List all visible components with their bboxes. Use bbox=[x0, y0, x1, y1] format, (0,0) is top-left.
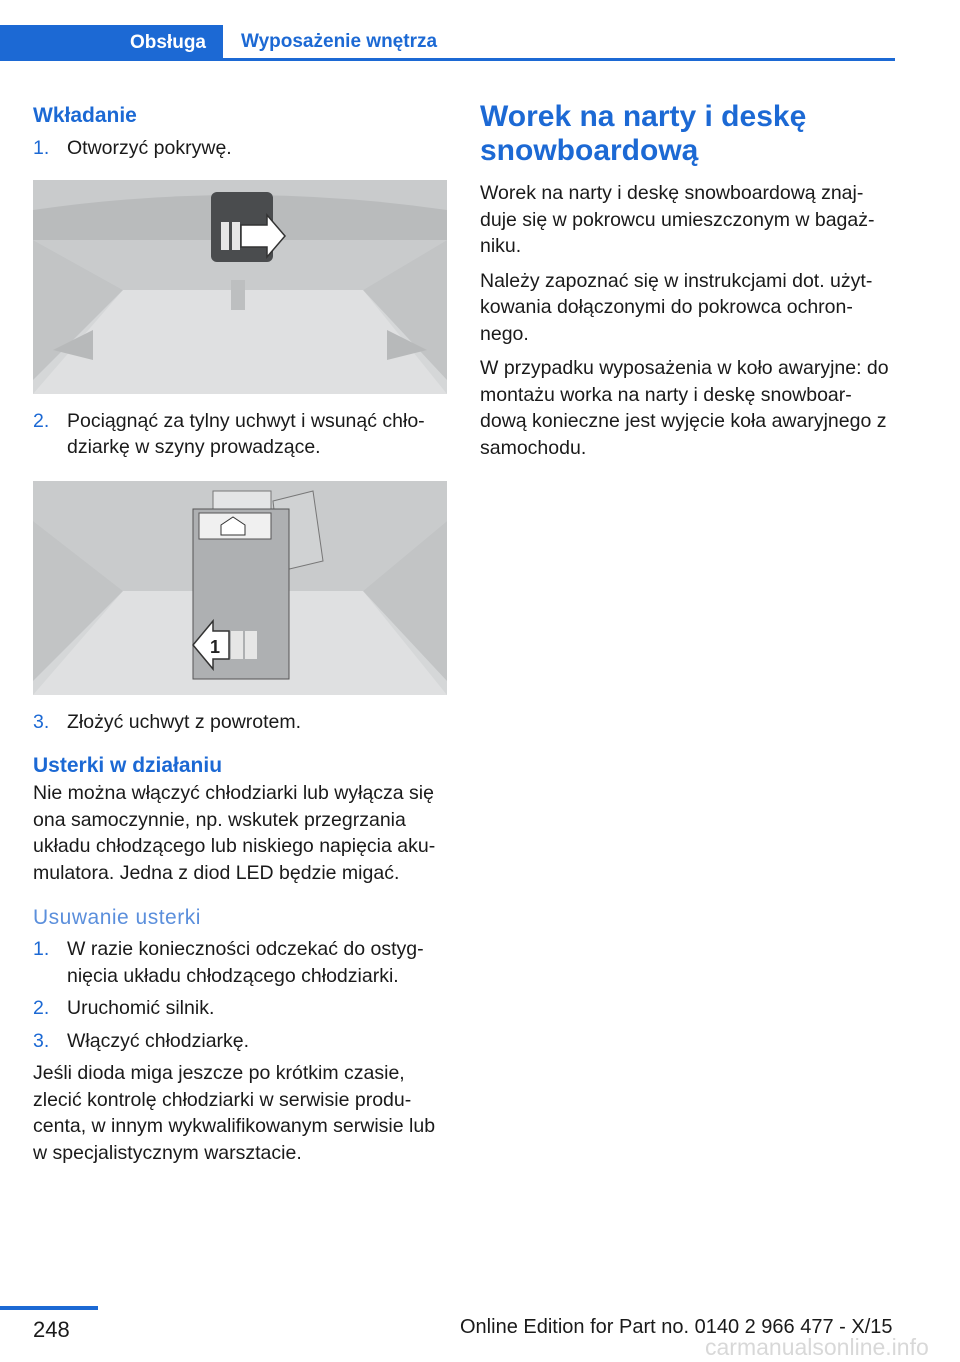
page-number: 248 bbox=[33, 1317, 70, 1342]
list-item bbox=[33, 408, 447, 461]
section-title-usterki: Usterki w działaniu bbox=[33, 754, 223, 777]
figure-label-1: 1 bbox=[210, 636, 221, 657]
step-number: 2. bbox=[33, 997, 50, 1019]
trunk-illustration-2 bbox=[33, 481, 447, 695]
list-item bbox=[33, 995, 447, 1022]
left-column bbox=[33, 100, 447, 1166]
paragraph-worek-2: Należy zapoznać się w instrukcjami dot. użyt‐kowania dołączonymi do pokrowca ochron‐nego. bbox=[480, 269, 873, 345]
right-column bbox=[480, 100, 896, 461]
figure-trunk-open-cover bbox=[33, 180, 447, 394]
footer-accent-line bbox=[0, 1306, 98, 1310]
step-number: 3. bbox=[33, 1029, 50, 1052]
step-text: W razie konieczności odczekać do ostyg‐nięcia układu chłodzącego chłodziarki. bbox=[67, 938, 424, 987]
tab-obsluga[interactable]: Obsługa bbox=[0, 25, 223, 61]
edition-text: Online Edition for Part no. 0140 2 966 477 - X/15 bbox=[460, 1316, 893, 1338]
header-tabs bbox=[0, 25, 895, 61]
step-number: 1. bbox=[33, 137, 50, 159]
list-item bbox=[33, 709, 447, 736]
step-number: 2. bbox=[33, 409, 50, 432]
tab-wyposazenie[interactable]: Wyposażenie wnętrza bbox=[223, 25, 895, 61]
step-text: Pociągnąć za tylny uchwyt i wsunąć chło‐dziarkę w szyny prowadzące. bbox=[67, 409, 425, 458]
step-text: Włączyć chłodziarkę. bbox=[67, 1029, 250, 1052]
step-text: Uruchomić silnik. bbox=[67, 997, 215, 1019]
watermark: carmanualsonline.info bbox=[705, 1334, 929, 1360]
section-title-usuwanie: Usuwanie usterki bbox=[33, 906, 201, 929]
paragraph-usuwanie: Jeśli dioda miga jeszcze po krótkim czasie, zlecić kontrolę chłodziarki w serwisie produ‐centa, w innym wykwalifikowanym serwisie lub w specjalistycznym warsztacie. bbox=[33, 1062, 436, 1164]
step-number: 3. bbox=[33, 710, 50, 733]
step-text: Otworzyć pokrywę. bbox=[67, 137, 232, 159]
section-title-worek: Worek na narty i deskę snowboardową bbox=[480, 100, 807, 167]
list-item bbox=[33, 1028, 447, 1055]
list-item bbox=[33, 936, 447, 989]
list-item bbox=[33, 135, 447, 162]
section-title-wkladanie: Wkładanie bbox=[33, 104, 137, 127]
step-number: 1. bbox=[33, 938, 50, 960]
paragraph-usterki: Nie można włączyć chłodziarki lub wyłącza się ona samoczynnie, np. wskutek przegrzania układu chłodzącego lub niskiego napięcia aku‐mulatora. Jedna z diod LED będzie migać. bbox=[33, 782, 436, 884]
paragraph-worek-1: Worek na narty i deskę snowboardową znaj‐duje się w pokrowcu umieszczonym w bagaż‐niku. bbox=[480, 182, 875, 257]
step-text: Złożyć uchwyt z powrotem. bbox=[67, 710, 302, 733]
trunk-illustration-1 bbox=[33, 180, 447, 394]
figure-cooler-insert bbox=[33, 481, 447, 695]
paragraph-worek-3: W przypadku wyposażenia w koło awaryjne: do montażu worka na narty i deskę snowboar‐dową konieczne jest wyjęcie koła awaryjnego z samochodu. bbox=[480, 357, 889, 459]
